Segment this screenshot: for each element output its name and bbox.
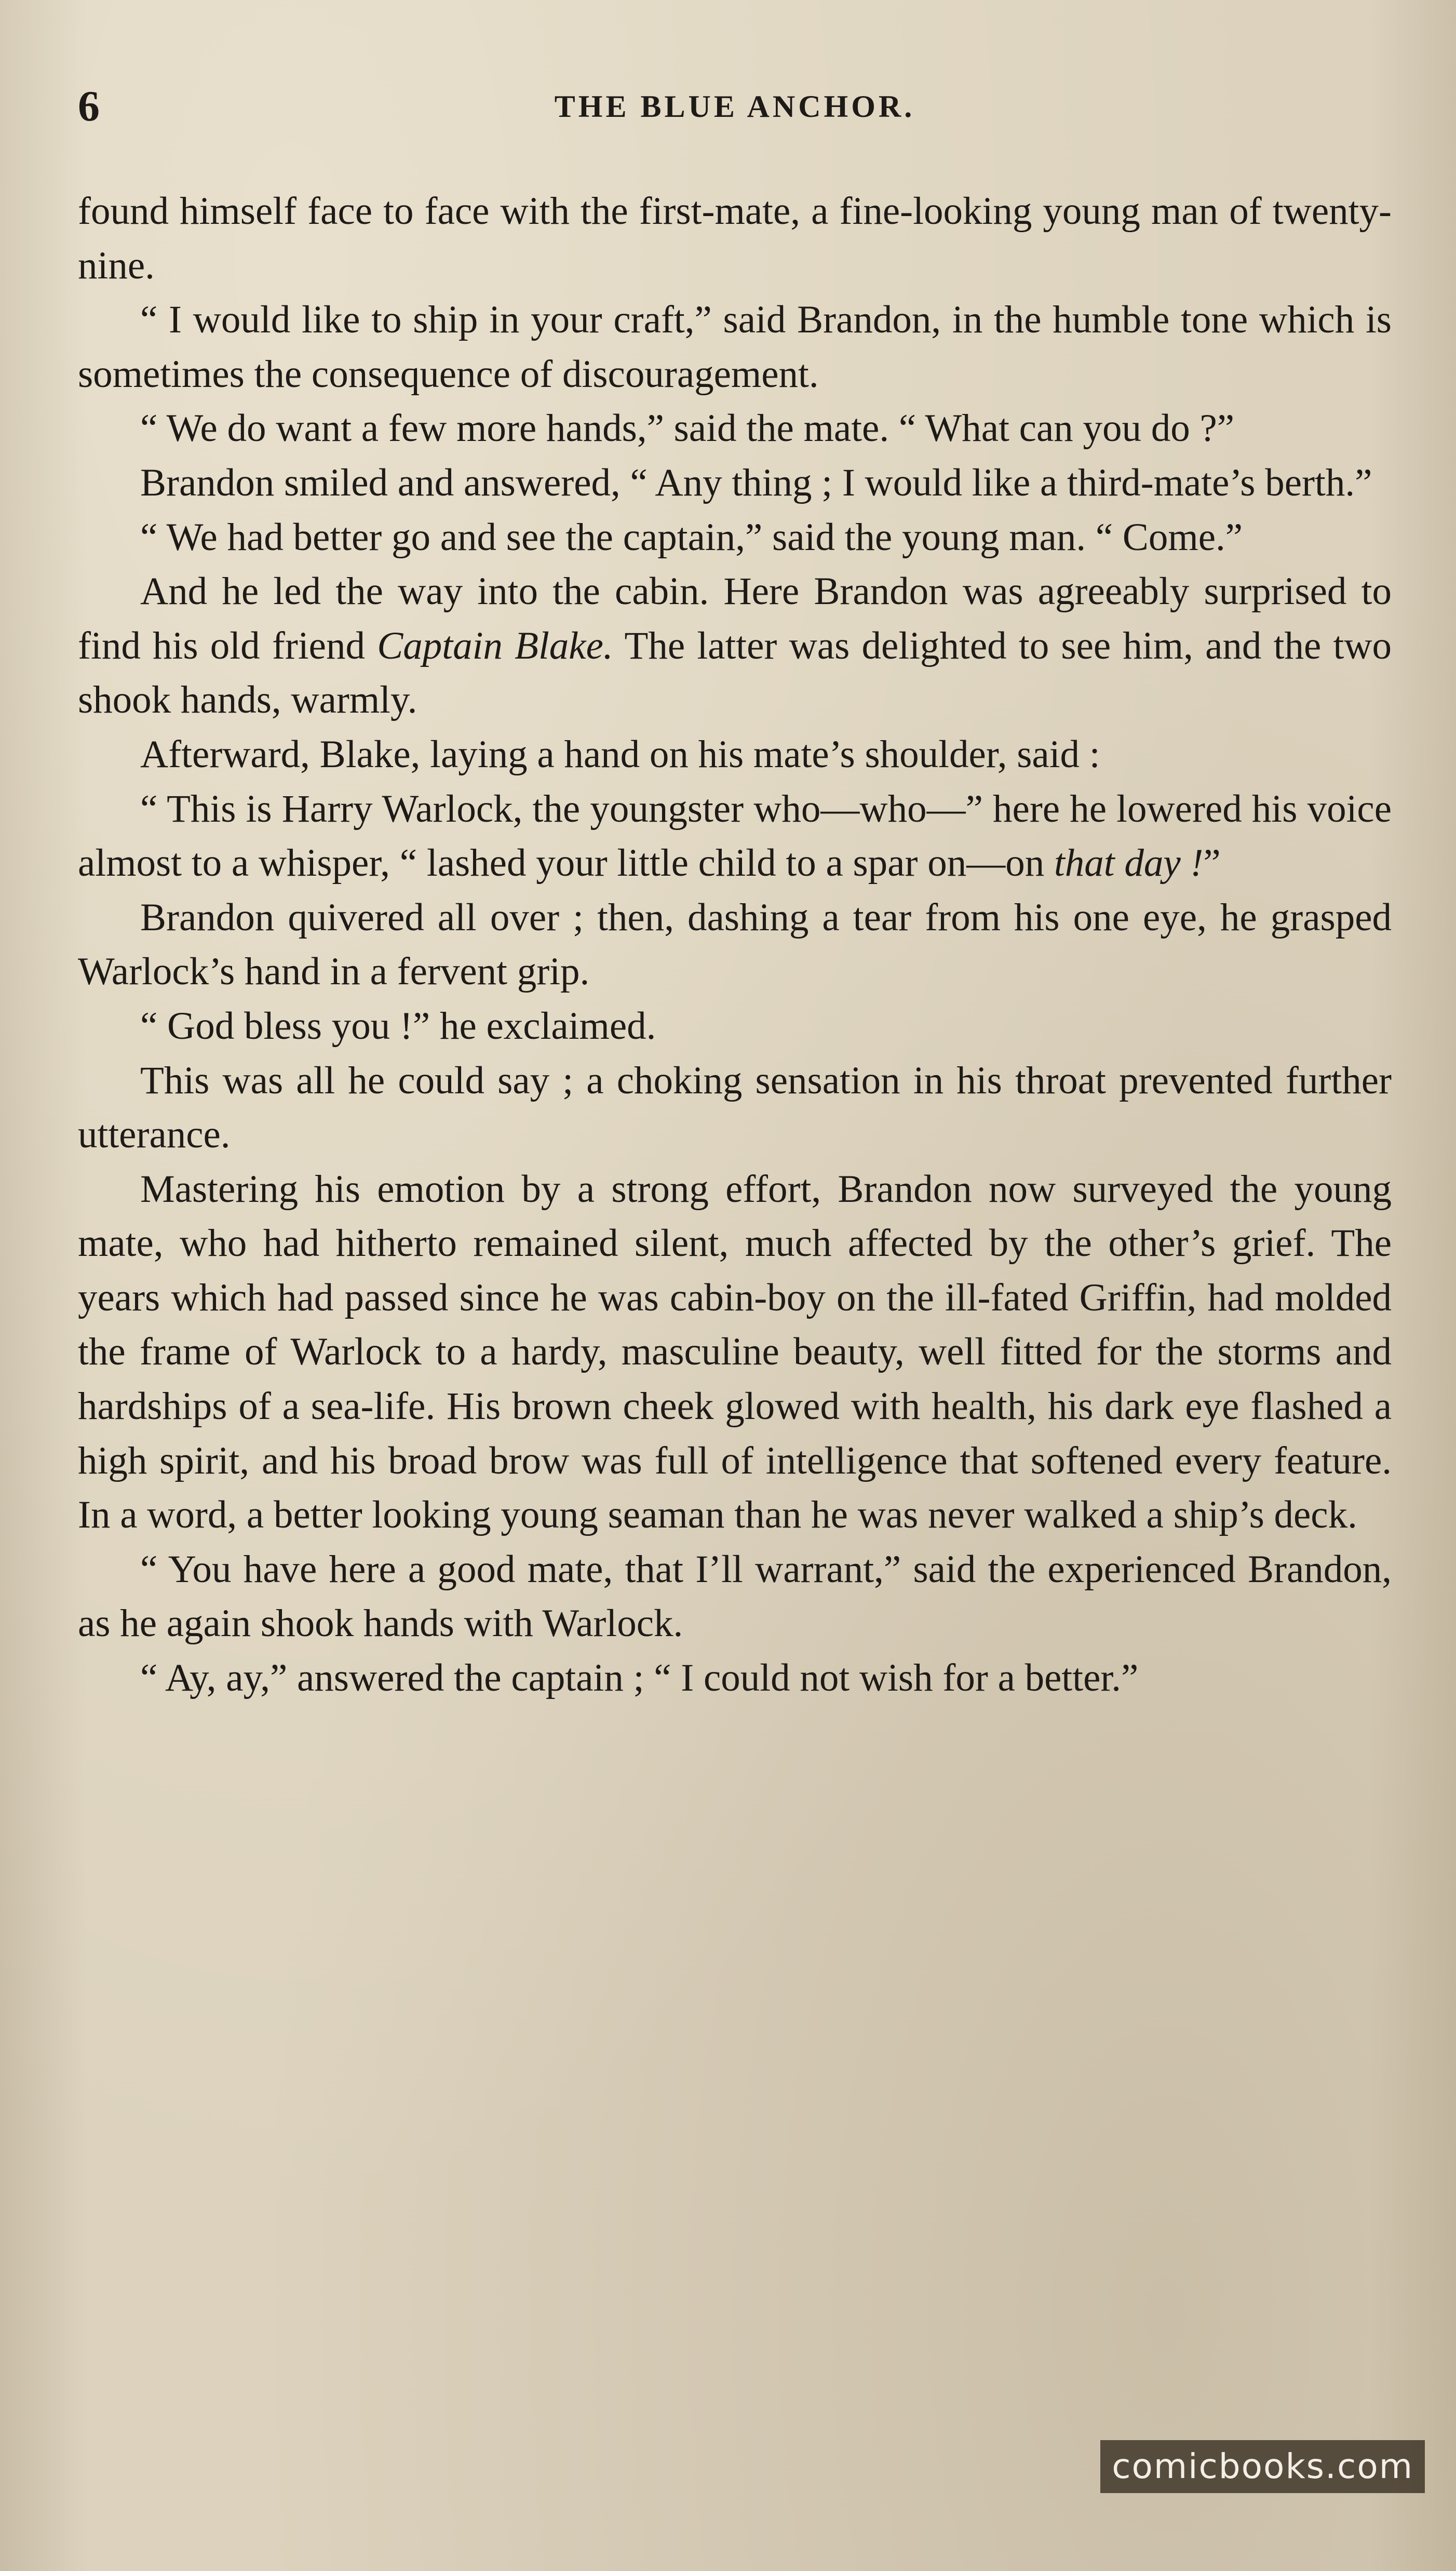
italic-phrase: that day ! [1054, 841, 1204, 885]
paragraph: Mastering his emotion by a strong effort, Brandon now surveyed the young mate, who had hitherto remained silent, much affected by the other’s grief. The years which had passed since he was cabin-boy on the ill-fated Griffin, had molded the frame of Warlock to a hardy, masculine beauty, well fitted for the storms and hardships of a sea-life. His brown cheek glowed with health, his dark eye flashed a high spirit, and his broad brow was full of intelligence that softened every feature. In a word, a better looking young seaman than he was never walked a ship’s deck. [78, 1167, 1392, 1537]
paragraph: This was all he could say ; a choking sensation in his throat prevented further utterance. [78, 1059, 1392, 1157]
paragraph: “ This is Harry Warlock, the youngster who—who—” here he lowered his voice almost to a whisper, “ lashed your little child to a spar on—on that day !” [78, 787, 1392, 885]
paragraph: “ We do want a few more hands,” said the mate. “ What can you do ?” [140, 407, 1235, 450]
paragraph: “ I would like to ship in your craft,” said Brandon, in the humble tone which is sometimes the consequence of discouragement. [78, 298, 1392, 396]
paragraph: found himself face to face with the first-mate, a fine-looking young man of twenty-nine. [78, 190, 1392, 287]
paragraph: Afterward, Blake, laying a hand on his mate’s shoulder, said : [140, 732, 1100, 776]
page-number: 6 [78, 82, 100, 130]
watermark: comicbooks.com [1100, 2440, 1425, 2493]
paragraph: “ You have here a good mate, that I’ll warrant,” said the experienced Brandon, as he again shook hands with Warlock. [78, 1547, 1392, 1645]
paragraph: And he led the way into the cabin. Here Brandon was agreeably surprised to find his old friend Captain Blake. The latter was delighted to see him, and the two shook hands, warmly. [78, 570, 1392, 722]
paragraph: Brandon quivered all over ; then, dashing a tear from his one eye, he grasped Warlock’s hand in a fervent grip. [78, 895, 1392, 994]
paragraph: “ God bless you !” he exclaimed. [140, 1004, 656, 1048]
paragraph: “ Ay, ay,” answered the captain ; “ I could not wish for a better.” [140, 1656, 1139, 1700]
paragraph: “ We had better go and see the captain,” said the young man. “ Come.” [140, 515, 1243, 559]
body-text [78, 184, 1392, 1706]
paragraph: Brandon smiled and answered, “ Any thing ; I would like a third-mate’s berth.” [140, 461, 1372, 504]
running-title: THE BLUE ANCHOR. [554, 89, 915, 124]
italic-name: Captain Blake. [377, 624, 613, 667]
page-header [78, 78, 1392, 135]
